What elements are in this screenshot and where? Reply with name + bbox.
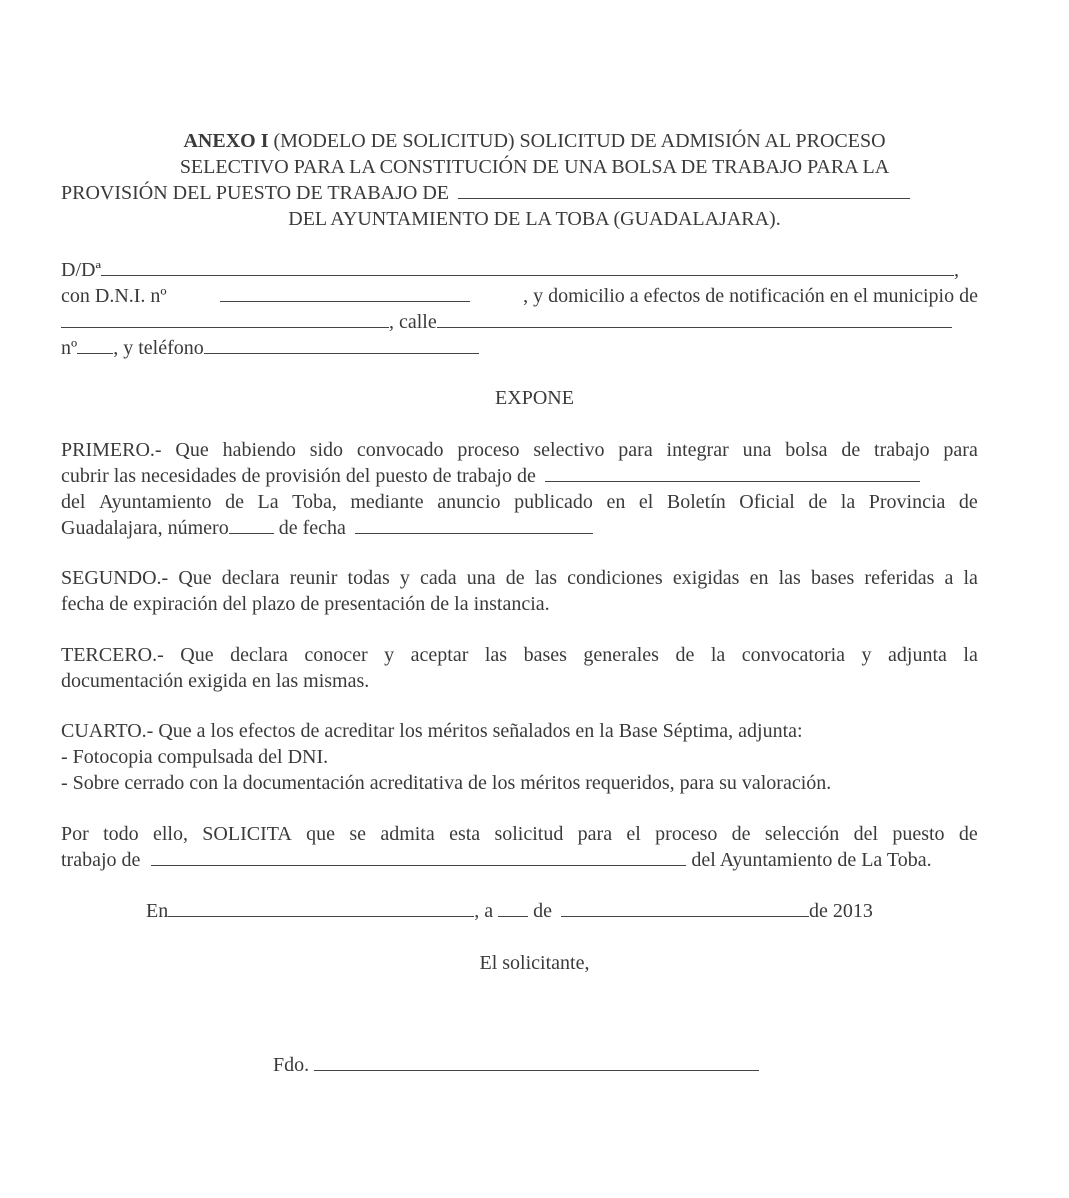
primero-line-4: [61, 515, 593, 541]
day-label: , a: [474, 900, 499, 922]
street-blank[interactable]: [437, 309, 952, 328]
word: la: [710, 644, 726, 666]
dni-label: con D.N.I. nº: [61, 285, 167, 307]
word: bolsa: [785, 439, 828, 461]
month-blank[interactable]: [561, 898, 809, 917]
word: que: [306, 823, 336, 845]
word: Que: [180, 644, 214, 666]
tercero-line-1: [61, 642, 978, 668]
word: conocer: [304, 644, 368, 666]
day-blank[interactable]: [498, 898, 528, 917]
word: la: [963, 567, 978, 589]
word: Boletín: [666, 491, 726, 513]
word: Oficial: [739, 491, 795, 513]
title-line-1-text: (MODELO DE SOLICITUD) SOLICITUD DE ADMISIÓN AL PROCESO: [268, 130, 886, 152]
expone-heading: EXPONE: [495, 387, 574, 409]
title-line-4: DEL AYUNTAMIENTO DE LA TOBA (GUADALAJARA).: [288, 208, 781, 230]
tercero-line-2: documentación exigida en las mismas.: [61, 670, 370, 692]
word: publicado: [514, 491, 593, 513]
word: el: [638, 491, 654, 513]
word: el: [626, 823, 641, 845]
word: selección: [764, 823, 840, 845]
number-label: nº: [61, 337, 78, 359]
word: SOLICITA: [202, 823, 292, 845]
solicitante-label: El solicitante,: [479, 952, 590, 974]
word: Por: [61, 823, 89, 845]
applicant-name-blank[interactable]: [101, 257, 954, 276]
word: cada: [420, 567, 457, 589]
word: esta: [449, 823, 481, 845]
word: exigidas: [672, 567, 740, 589]
word: Que: [178, 567, 212, 589]
word: se: [349, 823, 366, 845]
solicita-ayuntamiento-text: del Ayuntamiento de La Toba.: [686, 849, 932, 871]
word: proceso: [655, 823, 718, 845]
primero-line-2-text: cubrir las necesidades de provisión del puesto de trabajo de: [61, 465, 536, 487]
cuarto-item-1: - Fotocopia compulsada del DNI.: [61, 746, 329, 768]
house-number-blank[interactable]: [77, 335, 113, 354]
word: SEGUNDO.-: [61, 567, 169, 589]
word: en: [749, 567, 769, 589]
word: del: [61, 491, 86, 513]
word: a: [944, 567, 954, 589]
cuarto-item-2: - Sobre cerrado con la documentación acreditativa de los méritos requeridos, para su valoración.: [61, 772, 832, 794]
word: de: [505, 567, 525, 589]
word: de: [958, 491, 978, 513]
phone-blank[interactable]: [204, 335, 479, 354]
word: una: [466, 567, 496, 589]
word: de: [675, 644, 695, 666]
word: una: [742, 439, 772, 461]
month-label: de: [528, 900, 557, 922]
domicile-text: , y domicilio a efectos de notificación en el municipio de: [523, 285, 978, 307]
word: habiendo: [222, 439, 296, 461]
title-line-2: SELECTIVO PARA LA CONSTITUCIÓN DE UNA BOLSA DE TRABAJO PARA LA: [179, 156, 890, 178]
word: todo: [103, 823, 139, 845]
job-position-blank[interactable]: [458, 180, 910, 199]
word: selectivo: [533, 439, 605, 461]
word: proceso: [457, 439, 520, 461]
title-line-3: [61, 180, 910, 206]
dni-line: [61, 283, 978, 309]
bop-number-blank[interactable]: [229, 515, 274, 534]
word: Ayuntamiento: [98, 491, 212, 513]
word: puesto: [892, 823, 945, 845]
word: las: [778, 567, 801, 589]
word: para: [577, 823, 613, 845]
word: anuncio: [437, 491, 501, 513]
word: bases: [523, 644, 567, 666]
word: la: [840, 491, 856, 513]
word: TERCERO.-: [61, 644, 164, 666]
word: declara: [230, 644, 288, 666]
word: Que: [175, 439, 209, 461]
word: ello,: [152, 823, 188, 845]
solicita-position-blank[interactable]: [151, 847, 686, 866]
calle-label: , calle: [389, 311, 437, 333]
primero-line-1: [61, 437, 978, 463]
primero-line-3: [61, 489, 978, 515]
word: de: [841, 439, 861, 461]
word: bases: [810, 567, 855, 589]
primero-line-2: [61, 463, 978, 489]
word: todas: [347, 567, 390, 589]
segundo-line-2: fecha de expiración del plazo de presentación de la instancia.: [61, 593, 550, 615]
phone-label: , y teléfono: [113, 337, 204, 359]
bop-number-label: Guadalajara, número: [61, 517, 229, 539]
word: en: [606, 491, 626, 513]
word: admita: [380, 823, 435, 845]
word: y: [861, 644, 872, 666]
bop-date-label: de fecha: [273, 517, 351, 539]
word: La: [257, 491, 279, 513]
word: del: [853, 823, 879, 845]
word: y: [384, 644, 395, 666]
word: aceptar: [410, 644, 469, 666]
word: Provincia: [868, 491, 946, 513]
word: condiciones: [567, 567, 663, 589]
word: generales: [583, 644, 659, 666]
title-line-3-text: PROVISIÓN DEL PUESTO DE TRABAJO DE: [61, 182, 449, 204]
word: trabajo: [874, 439, 930, 461]
applicant-name-line: [61, 257, 959, 283]
word: de: [958, 823, 978, 845]
bop-date-blank[interactable]: [355, 515, 593, 534]
date-line: [146, 898, 873, 924]
dd-comma: ,: [953, 259, 959, 281]
annex-label: ANEXO I: [183, 130, 269, 152]
word: convocatoria: [741, 644, 846, 666]
word: declara: [221, 567, 280, 589]
place-label: En: [146, 900, 169, 922]
word: y: [399, 567, 410, 589]
solicita-line-1: [61, 821, 978, 847]
dd-label: D/Dª: [61, 259, 101, 281]
word: PRIMERO.-: [61, 439, 162, 461]
word: de: [225, 491, 244, 513]
signature-line: [273, 1052, 759, 1078]
word: adjunta: [888, 644, 947, 666]
signature-blank[interactable]: [314, 1052, 759, 1071]
word: las: [484, 644, 508, 666]
word: la: [963, 644, 978, 666]
solicita-position-label: trabajo de: [61, 849, 146, 871]
phone-line: [61, 335, 479, 361]
solicita-line-2: [61, 847, 932, 873]
word: las: [534, 567, 558, 589]
address-line: [61, 309, 952, 335]
primero-position-blank[interactable]: [545, 463, 920, 482]
word: para: [943, 439, 978, 461]
municipality-blank[interactable]: [61, 309, 389, 328]
cuarto-line-1: CUARTO.- Que a los efectos de acreditar los méritos señalados en la Base Séptima, adjunta:: [61, 720, 803, 742]
word: integrar: [666, 439, 729, 461]
word: Toba,: [292, 491, 337, 513]
title-line-1: [0, 128, 1069, 154]
word: convocado: [356, 439, 444, 461]
dni-blank[interactable]: [220, 283, 470, 302]
place-blank[interactable]: [168, 898, 474, 917]
word: solicitud: [494, 823, 564, 845]
segundo-line-1: [61, 565, 978, 591]
word: referidas: [864, 567, 935, 589]
word: reunir: [289, 567, 338, 589]
word: mediante: [350, 491, 424, 513]
year-text: de 2013: [809, 900, 873, 922]
word: de: [808, 491, 828, 513]
fdo-label: Fdo.: [273, 1054, 315, 1076]
word: sido: [309, 439, 344, 461]
word: para: [618, 439, 653, 461]
word: de: [731, 823, 751, 845]
